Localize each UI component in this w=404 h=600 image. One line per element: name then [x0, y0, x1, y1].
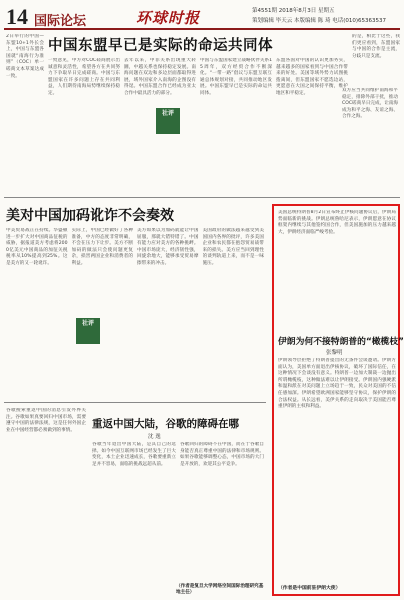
story2-column: 中美贸易战正在持续。华盛顿进一步扩大对中国商品征税的威胁，据报道美方考虑将2000亿美元中国商品的加征关税税率从10%提高到25%。这是美方的又一轮讹诈。: [6, 228, 68, 266]
story1-column: 去年以来，中菲关系出现重大转圜，中越关系也保持稳定发展。南海问题在双边和多边层面都取得进展，域外国家介入南海的企图没有得逞。中国东盟合作已经成为亚太合作中最具活力的部分。: [124, 58, 196, 96]
story3-column: 谷歌回归的障碍不在中国，而在于谷歌自身能否真正尊重中国的法律和市场规则。如果谷歌能够调整心态，中国市场的大门是开放的，欢迎其公平竞争。: [180, 442, 264, 467]
story3-author-note: （作者是复旦大学网络空间国际治理研究基地主任）: [176, 584, 264, 595]
editorial-badge: 社评: [156, 108, 180, 134]
section-title: 国际论坛: [34, 14, 87, 29]
story1-column: 东盟各国对中国的认识更加务实，越来越多的国家看到与中国合作带来的好处。美国等域外势力试图挑拨离间，但东盟国家不愿选边站，更愿意在大国之间保持平衡，维护地区和平稳定。: [276, 58, 348, 96]
highlighted-article: [272, 204, 404, 596]
divider: [4, 402, 266, 403]
story3-byline: 沈 逸: [148, 434, 161, 440]
story3-column: 谷歌当年退出中国大陆，是其自己的选择。如今中国互联网市场已经发生了巨大变化，本土企业迅速成长，谷歌要重新立足并不容易，面临的挑战远超从前。: [92, 442, 176, 467]
story1-closing-column: 双方应当共同维护南海和平稳定，排除外部干扰，推动COC磋商早日完成，让南海成为和平之海、友谊之海、合作之海。: [342, 88, 398, 120]
story3-headline: 重返中国大陆，谷歌的障碍在哪: [92, 418, 239, 430]
story3-left-column: 谷歌搜索重返中国的消息引发外界关注。谷歌如果真要回归中国市场，需要遵守中国的法律法规，这是任何外国企业在中国经营都必须做到的事情。: [6, 408, 86, 433]
masthead: [4, 4, 400, 30]
story3-body: [92, 442, 264, 582]
issue-line: 第4551期 2018年8月3日 星期五: [252, 8, 335, 14]
story1-right-column: 的是，相比于这些，我们更应看到，东盟国家与中国的合作是主流，分歧只是支流。: [352, 34, 400, 59]
story4-body: 伊朗领导层拒绝了特朗普提出的无条件会谈邀请。伊朗方面认为，美国单方面退出伊核协议，破坏了国际信任，在这种情况下会谈没有意义。特朗普一边加大制裁一边抛出所谓橄榄枝，这种做法难以让伊朗接受。伊朗国内强硬派和温和派在对美问题上立场趋于一致，民众对美国的不信任感加深。伊朗希望欧洲国家能够坚守协议，保护伊朗的合法权益。从长远看，美伊关系的走向取决于美国能否尊重伊朗的主权和利益。: [278, 358, 396, 410]
editors-line: 策划编辑 毕天云 本版编辑 陈 琦 电话(010)65363537: [252, 18, 387, 24]
story1-headline: 中国东盟早已是实际的命运共同体: [48, 38, 273, 54]
newspaper-logo: 环球时报: [136, 9, 201, 27]
editorial-badge: 社评: [76, 318, 100, 344]
divider: [4, 197, 400, 198]
story1-left-column: 2日举行的中国—东盟10+1外长会上，中国与东盟各国就“南海行为准则”（COC）单一磋商文本草案达成一致。: [6, 34, 44, 79]
story4-author-note: （作者是中国前驻伊朗大使）: [278, 586, 341, 591]
story4-byline: 张黎明: [326, 350, 343, 356]
story1-body: [48, 58, 348, 194]
story4-headline: 伊朗为何不接特朗普的“橄榄枝”: [278, 337, 404, 347]
story2-column: 美国政府的做法越来越受到美国国内各界的批评，许多美国企业和农民都在抱怨贸易战带来的损失。美方应当回到理性的谈判轨道上来，而不是一味施压。: [202, 228, 264, 266]
story2-column: 实际上，中国已经做好了各种准备，中方的态度非常明确，不会在压力下让步。美方不断加码的做法只会使问题更复杂，损害两国企业和消费者的利益。: [71, 228, 133, 266]
story1-column: 中国与东盟国家建立战略伙伴关系15周年，双方经贸合作不断深化。“一带一路”倡议与东盟互联互通总体规划对接，共同推动地区发展。中国东盟早已是实际的命运共同体。: [200, 58, 272, 96]
story2-body: [6, 228, 264, 396]
story2-column: 美方如果以为加码就能让中国屈服，那就大错特错了。中国有能力应对美方的各种挑衅。中国市场庞大，经济韧性强，回旋余地大，能够承受贸易摩擦带来的冲击。: [137, 228, 199, 266]
story2-headline: 美对中国加码讹诈不会奏效: [6, 208, 174, 224]
story4-lead: 美国总统特朗普8月2日宣布终止伊核问题协议后，伊朗局势面临新的挑战。伊朗总统鲁哈尼表示，伊朗愿意在协议框架内继续与其他签约国合作，但美国施加的压力越来越大，伊朗经济面临严峻考验。: [278, 210, 396, 235]
story1-column: 一致意见，中方对COC磋商展示出诚意和灵活性，希望各方在共同努力下争取早日完成磋商。中国与东盟国家在许多问题上存在共同利益，人们期待南海局势继续保持稳定。: [48, 58, 120, 96]
page-number: 14: [6, 4, 28, 29]
